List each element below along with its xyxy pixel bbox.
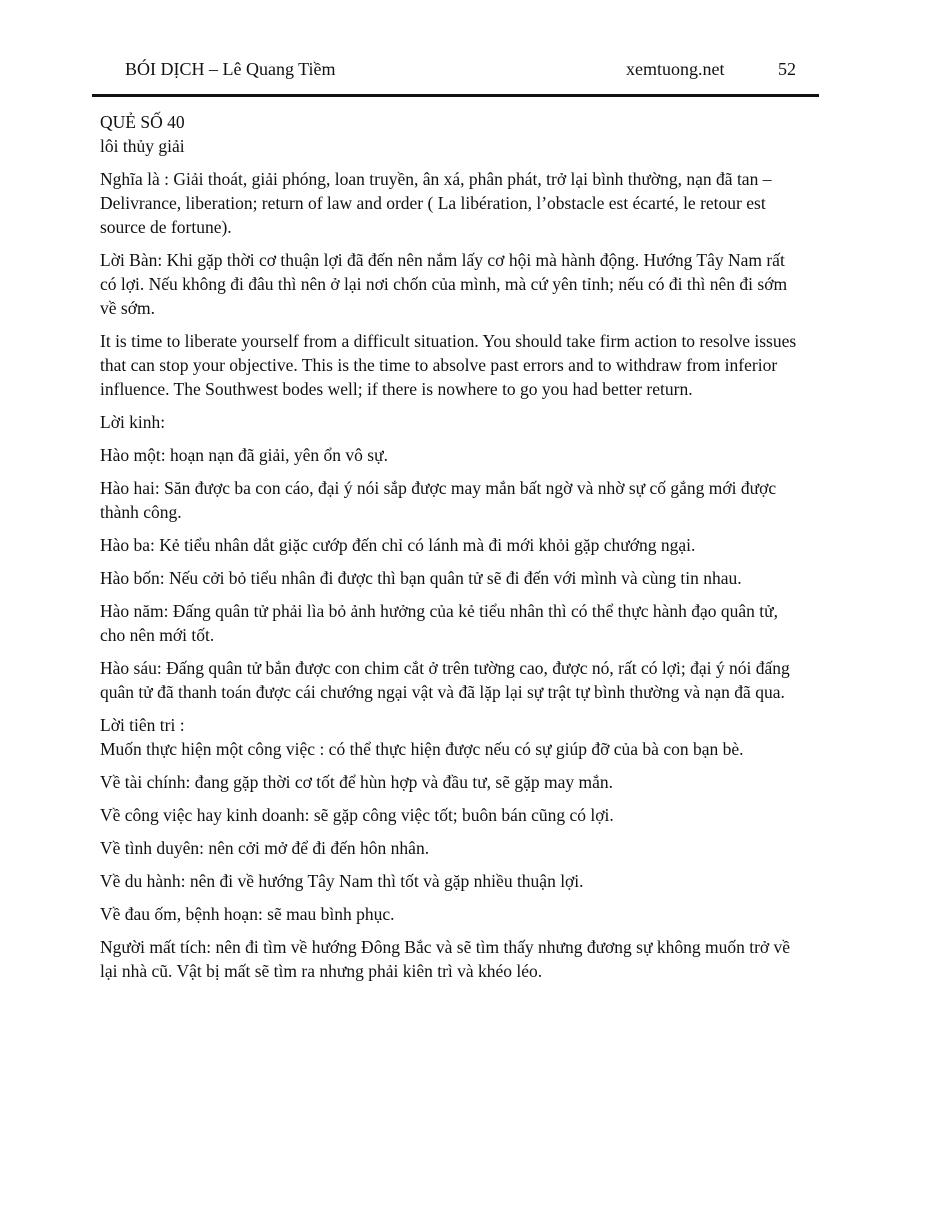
line-three: Hào ba: Kẻ tiểu nhân dắt giặc cướp đến chỉ có lánh mà đi mới khỏi gặp chướng ngại.	[100, 535, 696, 555]
page-number: 52	[778, 59, 796, 79]
prediction-missing: Người mất tích: nên đi tìm về hướng Đông Bắc và sẽ tìm thấy nhưng đương sự không muốn trở về lại nhà cũ. Vật bị mất sẽ tìm ra nhưng phải kiên trì và khéo léo.	[100, 937, 791, 981]
page-header	[0, 56, 935, 82]
hexagram-name: lôi thủy giải	[100, 136, 185, 156]
book-title: BÓI DỊCH – Lê Quang Tiềm	[125, 59, 336, 79]
prediction-finance: Về tài chính: đang gặp thời cơ tốt để hùn hợp và đầu tư, sẽ gặp may mắn.	[100, 772, 614, 792]
meaning-paragraph: Nghĩa là : Giải thoát, giải phóng, loan truyền, ân xá, phân phát, trở lại bình thường, nạn đã tan – Delivrance, liberation; return of law and order ( La libération, l’obstacle est écarté, le retour est source de fortune).	[100, 169, 772, 237]
prophecy-heading: Lời tiên tri :	[100, 715, 185, 735]
hexagram-number: QUẺ SỐ 40	[100, 112, 185, 132]
line-six: Hào sáu: Đấng quân tử bắn được con chim cắt ở trên tường cao, được nó, rất có lợi; đại ý nói đấng quân tử đã thanh toán được cái chướng ngại vật và đã lặp lại sự trật tự bình thường và nạn đã qua.	[100, 658, 790, 702]
website-name: xemtuong.net	[626, 59, 725, 79]
prediction-romance: Về tình duyên: nên cởi mở để đi đến hôn nhân.	[100, 838, 430, 858]
header-divider	[92, 94, 819, 97]
prediction-travel: Về du hành: nên đi về hướng Tây Nam thì tốt và gặp nhiều thuận lợi.	[100, 871, 584, 891]
line-four: Hào bốn: Nếu cởi bỏ tiểu nhân đi được thì bạn quân tử sẽ đi đến với mình và cùng tin nhau.	[100, 568, 742, 588]
scripture-heading: Lời kinh:	[100, 412, 166, 432]
line-five: Hào năm: Đấng quân tử phải lìa bỏ ảnh hưởng của kẻ tiểu nhân thì có thể thực hành đạo quân tử, cho nên mới tốt.	[100, 601, 778, 645]
commentary-vietnamese: Lời Bàn: Khi gặp thời cơ thuận lợi đã đến nên nắm lấy cơ hội mà hành động. Hướng Tây Nam rất có lợi. Nếu không đi đâu thì nên ở lại nơi chốn của mình, mà cứ yên tỉnh; nếu có đi thì nên đi sớm về sớm.	[100, 250, 788, 318]
prediction-health: Về đau ốm, bệnh hoạn: sẽ mau bình phục.	[100, 904, 395, 924]
prediction-undertaking: Muốn thực hiện một công việc : có thể thực hiện được nếu có sự giúp đỡ của bà con bạn bè.	[100, 739, 744, 759]
line-one: Hào một: hoạn nạn đã giải, yên ổn vô sự.	[100, 445, 388, 465]
commentary-english: It is time to liberate yourself from a difficult situation. You should take firm action to resolve issues that can stop your objective. This is the time to absolve past errors and to withdraw from inferior influence. The Southwest bodes well; if there is nowhere to go you had better return.	[100, 331, 797, 399]
line-two: Hào hai: Săn được ba con cáo, đại ý nói sắp được may mắn bất ngờ và nhờ sự cố gắng mới được thành công.	[100, 478, 777, 522]
prediction-business: Về công việc hay kinh doanh: sẽ gặp công việc tốt; buôn bán cũng có lợi.	[100, 805, 614, 825]
page-body	[100, 110, 805, 992]
